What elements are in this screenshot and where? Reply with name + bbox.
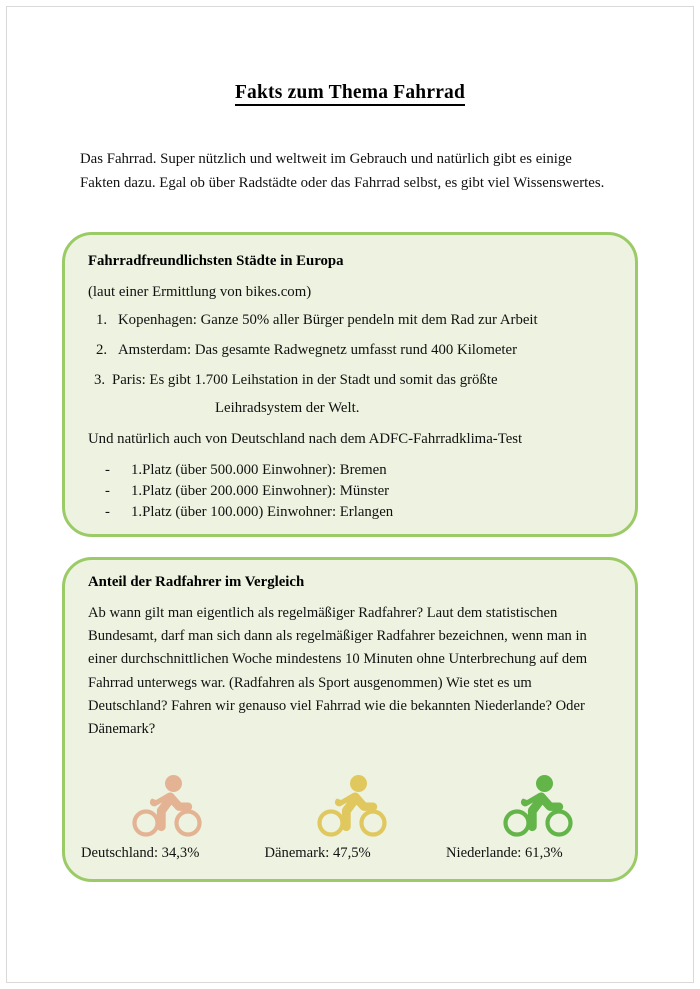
intro-paragraph: Das Fahrrad. Super nützlich und weltweit im Gebrauch und natürlich gibt es einige Fakten dazu. Egal ob über Radstädte oder das Fahrrad selbst, es gibt viel Wissenswertes. bbox=[80, 151, 605, 191]
share-callout-box bbox=[62, 557, 638, 882]
list-item-text: Kopenhagen: Ganze 50% aller Bürger pendeln mit dem Rad zur Arbeit bbox=[118, 312, 538, 328]
cyclist-icon bbox=[75, 765, 260, 837]
cities-heading: Fahrradfreundlichsten Städte in Europa bbox=[88, 253, 344, 269]
cities-source-note: (laut einer Ermittlung von bikes.com) bbox=[88, 284, 312, 300]
stat-cell-deutschland bbox=[75, 765, 260, 862]
bullet-dash-icon: - bbox=[105, 462, 110, 478]
list-item bbox=[105, 481, 393, 502]
stat-label-daenemark: Dänemark: 47,5% bbox=[264, 845, 371, 861]
share-heading: Anteil der Radfahrer im Vergleich bbox=[88, 574, 305, 590]
adfc-intro-line: Und natürlich auch von Deutschland nach dem ADFC-Fahrradklima-Test bbox=[88, 431, 523, 447]
list-item bbox=[105, 460, 393, 481]
list-item bbox=[88, 310, 618, 330]
list-item-text: 1.Platz (über 200.000 Einwohner): Münster bbox=[131, 483, 390, 499]
stat-cell-niederlande bbox=[446, 765, 631, 862]
cyclist-icon bbox=[446, 765, 631, 837]
bullet-dash-icon: - bbox=[105, 504, 110, 520]
country-stats-row bbox=[75, 765, 631, 862]
list-item bbox=[88, 370, 618, 390]
adfc-bullet-list bbox=[105, 460, 393, 523]
list-item-number: 1. bbox=[96, 312, 108, 328]
list-item-number: 3. bbox=[94, 372, 106, 388]
cities-callout-box bbox=[62, 232, 638, 537]
list-item-text: 1.Platz (über 500.000 Einwohner): Bremen bbox=[131, 462, 387, 478]
cyclist-icon bbox=[261, 765, 446, 837]
page-title-text: Fakts zum Thema Fahrrad bbox=[235, 82, 465, 106]
share-body-text: Ab wann gilt man eigentlich als regelmäßiger Radfahrer? Laut dem statistischen Bundesamt, darf man sich dann als regelmäßiger Radfahrer bezeichnen, wenn man in einer durchschnittlichen Woche mindestens 10 Minuten ohne Unterbrechung auf dem Fahrrad unterwegs war. (Radfahren als Sport ausgenommen) Wie stet es um Deutschland? Fahren wir genauso viel Fahrrad wie die bekannten Niederlande? Oder Dänemark? bbox=[88, 605, 588, 738]
list-item-text: Paris: Es gibt 1.700 Leihstation in der Stadt und somit das größte bbox=[112, 372, 498, 388]
list-item bbox=[105, 502, 393, 523]
list-item-continuation: Leihradsystem der Welt. bbox=[215, 400, 360, 416]
list-item-number: 2. bbox=[96, 342, 108, 358]
bullet-dash-icon: - bbox=[105, 483, 110, 499]
page-title bbox=[0, 82, 700, 104]
list-item-text: Amsterdam: Das gesamte Radwegnetz umfasst rund 400 Kilometer bbox=[118, 342, 518, 358]
stat-label-niederlande: Niederlande: 61,3% bbox=[446, 845, 563, 861]
cities-ordered-list bbox=[88, 310, 618, 400]
list-item bbox=[88, 340, 618, 360]
list-item-text: 1.Platz (über 100.000) Einwohner: Erlangen bbox=[131, 504, 394, 520]
stat-cell-daenemark bbox=[261, 765, 446, 862]
stat-label-deutschland: Deutschland: 34,3% bbox=[81, 845, 200, 861]
